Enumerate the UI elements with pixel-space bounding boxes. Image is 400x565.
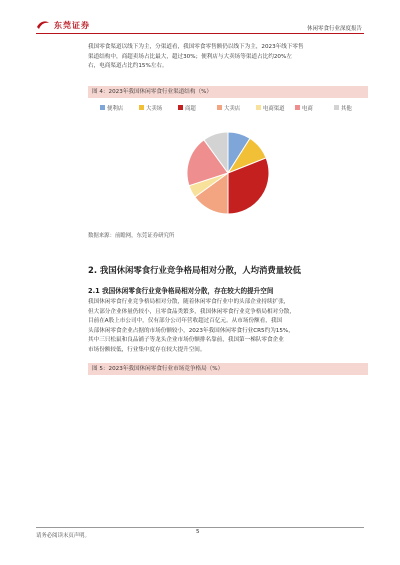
legend-swatch [100, 105, 105, 110]
legend-swatch [139, 105, 144, 110]
pie-chart [88, 99, 368, 227]
body-line: 但大部分企业体量仍较小，且零食品类繁多，我国休闲零食行业竞争格局相对分散， [88, 308, 295, 315]
body-line: 目前在A股上市公司中，仅有部分公司年营收超过百亿元。从市场份额看，我国 [88, 318, 283, 325]
intro-line: 渠道结构中，商超卖场占比最大，超过30%；便利店与大卖场等渠道占比约20%左 [88, 53, 292, 60]
figure-4-chart [88, 99, 368, 227]
body-line: 我国休闲零食行业竞争格局相对分散，随着休闲零食行业中的头部企业持续扩张， [88, 299, 290, 305]
legend-swatch [334, 105, 339, 110]
legend-swatch [295, 105, 300, 110]
header-divider [36, 33, 364, 34]
legend-label: 商超 [185, 106, 196, 112]
legend-label: 大卖场 [146, 106, 163, 112]
legend-label: 电商 [302, 106, 313, 112]
section-2-1-heading: 2.1 我国休闲零食行业竞争格局相对分散，存在较大的提升空间 [88, 287, 274, 295]
body-line: 市场份额较低，行业集中度存在较大提升空间。 [88, 346, 206, 353]
intro-paragraph [88, 43, 364, 72]
legend-swatch [217, 105, 222, 110]
section-2-paragraph [88, 298, 364, 356]
legend-swatch [178, 105, 183, 110]
page-number: 5 [196, 529, 200, 535]
pie-slices [187, 132, 269, 214]
body-line: 其中三只松鼠和良品铺子等龙头企业市场份额排名靠前，我国第一梯队零食企业 [88, 337, 284, 344]
chart-legend [100, 104, 352, 112]
body-line: 头部休闲零食企业占据的市场份额较小，2023年我国休闲零食行业CR5约为15%， [88, 327, 294, 334]
footer-disclaimer: 请务必阅读末页声明。 [36, 533, 90, 539]
document-tag: 休闲零食行业深度报告 [306, 26, 362, 32]
intro-line: 我国零食渠道以线下为主，分渠道看，我国零食零售额仍以线下为主，2023年线下零售 [88, 44, 304, 50]
legend-label: 电商渠道 [263, 106, 285, 112]
figure-4-caption: 图 4：2023年我国休闲零食行业渠道结构（%） [88, 86, 368, 98]
logo-swoosh-icon [36, 20, 50, 30]
logo-text: 东莞证券 [54, 20, 90, 30]
legend-label: 其他 [341, 106, 352, 112]
figure-5-caption: 图 5：2023年我国休闲零食行业市场竞争格局（%） [88, 363, 368, 375]
company-logo [36, 18, 90, 32]
legend-label: 便利店 [107, 106, 124, 112]
footer-divider [36, 527, 364, 528]
section-2-heading: 2. 我国休闲零食行业竞争格局相对分散，人均消费量较低 [88, 265, 301, 275]
intro-line: 右，电商渠道占比约15%左右。 [88, 63, 168, 70]
legend-label: 大卖店 [224, 106, 241, 112]
figure-4-source: 数据来源：前瞻网，东莞证券研究所 [88, 233, 175, 239]
legend-swatch [256, 105, 261, 110]
